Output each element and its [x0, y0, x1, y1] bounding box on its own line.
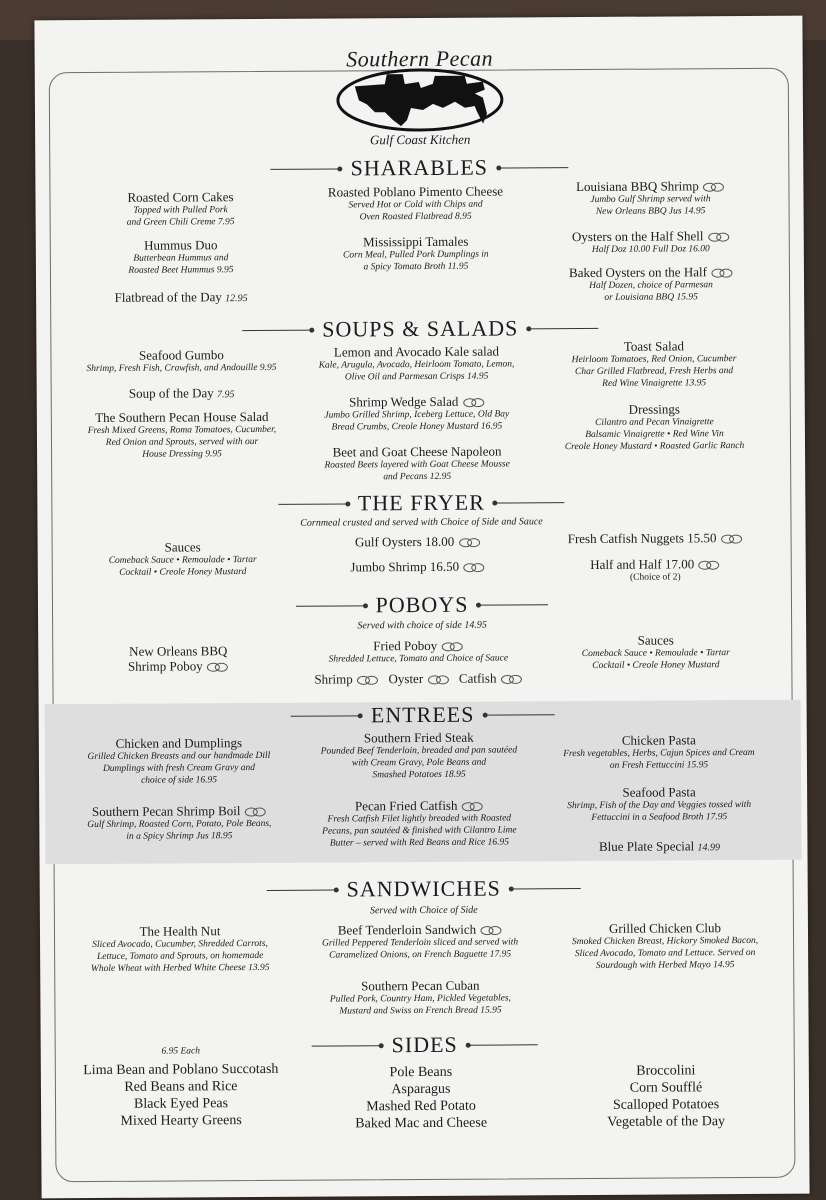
- item-name: Shrimp Poboy: [68, 658, 288, 674]
- menu-item: [55, 923, 305, 976]
- item-name: Roasted Corn Cakes: [127, 189, 234, 205]
- item-description: Olive Oil and Parmesan Crisps 14.95: [344, 371, 489, 383]
- item-price: 14.99: [697, 842, 721, 854]
- fryer-subtitle: Cornmeal crusted and served with Choice of Side and Sauce: [300, 516, 543, 529]
- item-price: 7.95: [216, 389, 235, 401]
- gluten-free-icon: [244, 807, 266, 817]
- item-name: Half and Half 17.00: [543, 556, 768, 572]
- divider-line: [484, 714, 554, 715]
- menu-item: [313, 558, 523, 574]
- item-name: The Health Nut: [139, 923, 221, 939]
- gluten-free-icon: [711, 268, 733, 278]
- item-description: Fettuccini in a Seafood Broth 17.95: [591, 812, 728, 823]
- item-description: Shrimp, Fish of the Day and Veggies tossed with: [567, 799, 752, 812]
- item-name: Black Eyed Peas: [133, 1096, 229, 1112]
- item-name: Beef Tenderloin Sandwich: [295, 921, 545, 938]
- item-description: Jumbo Grilled Shrimp, Iceberg Lettuce, Old Bay: [324, 409, 510, 421]
- item-description: Kale, Arugula, Avocado, Heirloom Tomato, Lemon,: [318, 359, 515, 371]
- divider-line: [468, 1044, 538, 1045]
- menu-item: [57, 409, 307, 462]
- gluten-free-icon: [720, 534, 742, 544]
- item-name: Flatbread of the Day 12.95: [114, 289, 248, 305]
- gluten-free-icon: [703, 182, 725, 192]
- item-description: Fresh vegetables, Herbs, Cajun Spices and Cream: [563, 747, 755, 760]
- item-name: Southern Pecan Shrimp Boil: [54, 803, 304, 820]
- menu-item: [293, 637, 543, 687]
- item-name: Southern Pecan Cuban: [361, 977, 480, 994]
- item-description: Caramelized Onions, on French Baguette 17.95: [329, 949, 512, 961]
- item-name: Broccolini: [636, 1063, 696, 1079]
- poboys-heading: [38, 590, 806, 621]
- item-description: a Spicy Tomato Broth 11.95: [363, 261, 469, 273]
- item-description: Pecans, pan sautéed & finished with Cilantro Lime: [322, 825, 517, 837]
- gluten-free-icon: [207, 662, 229, 672]
- item-name: Blue Plate Special 14.99: [598, 838, 721, 854]
- divider-line: [278, 503, 348, 504]
- item-description: Gulf Shrimp, Roasted Corn, Potato, Pole Beans,: [87, 818, 272, 831]
- item-description: Red Onion and Sprouts, served with our: [105, 436, 259, 448]
- item-description: Cocktail • Creole Honey Mustard: [592, 660, 720, 671]
- item-description: Sliced Avocado, Tomato and Lettuce. Served on: [574, 947, 756, 960]
- item-description: Sourdough with Herbed Mayo 14.95: [595, 960, 735, 971]
- item-description: Butterbean Hummus and: [133, 253, 229, 264]
- gluten-free-icon: [427, 675, 449, 685]
- item-name: Lemon and Avocado Kale salad: [333, 343, 500, 360]
- item-name: Baked Oysters on the Half: [541, 264, 761, 280]
- gluten-free-icon: [462, 398, 484, 408]
- divider-line: [296, 605, 366, 606]
- item-name: Chicken Pasta: [621, 732, 696, 748]
- item-name: New Orleans BBQ: [129, 643, 228, 659]
- menu-item: [54, 735, 304, 788]
- item-description: on Fresh Fettuccini 15.95: [609, 760, 709, 771]
- item-description: or Louisiana BBQ 15.95: [604, 292, 698, 303]
- item-description: Roasted Beet Hummus 9.95: [128, 265, 234, 276]
- item-name: Dressings: [628, 401, 680, 417]
- menu-item: [291, 343, 541, 384]
- menu-item: [541, 264, 761, 304]
- menu-item: [541, 338, 766, 390]
- item-name: Toast Salad: [623, 338, 685, 354]
- fryer-heading: [37, 488, 805, 519]
- divider-line: [511, 888, 581, 889]
- item-description: Char Grilled Flatbread, Fresh Herbs and: [574, 366, 734, 378]
- item-description: Bread Crumbs, Creole Honey Mustard 16.95: [331, 421, 503, 433]
- item-description: Dumplings with fresh Cream Gravy and: [102, 763, 256, 774]
- menu-item: [295, 921, 545, 962]
- menu-item: [295, 183, 535, 223]
- item-name: Pole Beans: [389, 1064, 453, 1081]
- item-description: Creole Honey Mustard • Roasted Garlic Ranch: [564, 441, 745, 453]
- menu-item: [57, 385, 307, 404]
- item-description: Whole Wheat with Herbed White Cheese 13.95: [90, 962, 270, 975]
- item-description: Cilantro and Pecan Vinaigrette: [595, 417, 714, 428]
- item-description: Pounded Beef Tenderloin, breaded and pan sautéed: [320, 745, 518, 757]
- gluten-free-icon: [357, 675, 379, 685]
- entrees-heading: [39, 700, 807, 731]
- menu-item: [294, 797, 544, 850]
- menu-item: [539, 732, 779, 772]
- item-name: Louisiana BBQ Shrimp: [540, 178, 760, 194]
- item-name: Shrimp Wedge Salad: [292, 393, 542, 410]
- item-name: Baked Mac and Cheese: [355, 1115, 488, 1132]
- item-description: Red Wine Vinaigrette 13.95: [602, 378, 707, 389]
- item-description: with Cream Gravy, Pole Beans and: [351, 757, 487, 769]
- item-description: Served Hot or Cold with Chips and: [348, 199, 483, 211]
- item-name: Mashed Red Potato: [366, 1098, 476, 1115]
- menu-item: [54, 803, 304, 844]
- item-description: choice of side 16.95: [141, 775, 218, 786]
- item-description: Topped with Pulled Pork: [133, 205, 228, 216]
- item-description: and Green Chili Creme 7.95: [126, 217, 235, 228]
- sandwiches-subtitle: Served with Choice of Side: [369, 904, 478, 917]
- item-name: Red Beans and Rice: [124, 1079, 238, 1095]
- menu-item: [75, 189, 285, 229]
- section-title: THE FRYER: [357, 489, 485, 516]
- item-description: New Orleans BBQ Jus 14.95: [595, 206, 706, 217]
- menu-item: [541, 228, 761, 256]
- item-name: Southern Fried Steak: [363, 729, 474, 746]
- item-description: Oven Roasted Flatbread 8.95: [359, 211, 472, 223]
- item-name: Mixed Hearty Greens: [120, 1113, 242, 1129]
- menu-item: [540, 178, 760, 218]
- fryer-sauces: [58, 539, 308, 580]
- brand-tagline: Gulf Coast Kitchen: [369, 131, 471, 148]
- dressings-list: [532, 401, 777, 453]
- section-title: SANDWICHES: [346, 875, 501, 902]
- sides-column-2: [296, 1063, 546, 1133]
- poboy-sauces: [543, 632, 768, 672]
- poboys-subtitle: Served with choice of side 14.95: [357, 619, 487, 632]
- divider-line: [478, 604, 548, 605]
- item-name: Oysters on the Half Shell: [541, 228, 761, 244]
- item-name: Fresh Catfish Nuggets 15.50: [543, 530, 768, 546]
- item-description: Shredded Lettuce, Tomato and Choice of Sauce: [328, 653, 509, 665]
- menu-item: [76, 289, 286, 307]
- item-description: Balsamic Vinaigrette • Red Wine Vin: [585, 429, 724, 440]
- item-name: Fried Poboy: [293, 637, 543, 654]
- item-description: Lettuce, Tomato and Sprouts, on homemade: [96, 950, 264, 962]
- item-name: Sauces: [164, 539, 201, 555]
- section-title: SIDES: [391, 1031, 458, 1058]
- item-name: Mississippi Tamales: [363, 233, 469, 250]
- item-description: Fresh Catfish Filet lightly breaded with Roasted: [327, 813, 512, 825]
- item-name: Hummus Duo: [144, 237, 218, 253]
- item-name: Shrimp Oyster Catfish: [293, 670, 543, 687]
- item-name: Jumbo Shrimp 16.50: [313, 558, 523, 574]
- menu-item: [539, 784, 779, 824]
- item-description: Grilled Chicken Breasts and our handmade Dill: [87, 750, 271, 763]
- item-name: Seafood Gumbo: [138, 347, 224, 363]
- divider-line: [528, 327, 598, 328]
- gluten-free-icon: [461, 802, 483, 812]
- menu-item: [292, 393, 542, 434]
- divider-line: [271, 168, 341, 169]
- item-name: Gulf Oysters 18.00: [313, 533, 523, 549]
- menu-item: [76, 237, 286, 277]
- divider-line: [495, 502, 565, 503]
- logo: [314, 27, 525, 156]
- item-name: Beet and Goat Cheese Napoleon: [332, 443, 502, 460]
- item-name: Roasted Poblano Pimento Cheese: [327, 183, 504, 200]
- item-description: (Choice of 2): [629, 572, 681, 583]
- item-name: Corn Soufflé: [629, 1080, 703, 1096]
- item-description: Half Doz 10.00 Full Doz 16.00: [591, 244, 710, 255]
- divider-line: [498, 167, 568, 168]
- item-description: Comeback Sauce • Remoulade • Tartar: [581, 648, 730, 660]
- menu-item: [56, 347, 306, 376]
- item-name: Scalloped Potatoes: [612, 1097, 720, 1113]
- item-name: Vegetable of the Day: [607, 1114, 726, 1130]
- item-description: Smashed Potatoes 18.95: [372, 769, 466, 781]
- item-name: The Southern Pecan House Salad: [95, 408, 269, 425]
- item-description: House Dressing 9.95: [142, 449, 222, 460]
- menu-item: [292, 443, 542, 484]
- item-description: Heirloom Tomatoes, Red Onion, Cucumber: [571, 354, 737, 366]
- item-description: Cocktail • Creole Honey Mustard: [119, 567, 247, 578]
- menu-item: [313, 533, 523, 549]
- gluten-free-icon: [441, 642, 463, 652]
- item-description: Fresh Mixed Greens, Roma Tomatoes, Cucumber,: [87, 424, 277, 437]
- item-name: Chicken and Dumplings: [115, 735, 243, 751]
- menu-page: [34, 16, 809, 1199]
- gluten-free-icon: [707, 232, 729, 242]
- sides-column-1: [56, 1045, 307, 1131]
- item-description: Comeback Sauce • Remoulade • Tartar: [108, 555, 257, 566]
- menu-item: [295, 977, 545, 1018]
- item-description: Sliced Avocado, Cucumber, Shredded Carrots,: [92, 938, 268, 951]
- item-name: Seafood Pasta: [622, 784, 696, 800]
- item-description: 6.95 Each: [161, 1046, 201, 1057]
- section-title: SHARABLES: [350, 154, 489, 181]
- sides-column-3: [541, 1062, 791, 1132]
- item-description: Roasted Beets layered with Goat Cheese Mousse: [324, 459, 510, 471]
- item-name: Pecan Fried Catfish: [294, 797, 544, 814]
- item-description: and Pecans 12.95: [383, 471, 452, 483]
- item-price: 12.95: [225, 293, 248, 305]
- divider-line: [291, 715, 361, 716]
- item-description: Butter – served with Red Beans and Rice 16.95: [329, 837, 510, 849]
- section-title: ENTREES: [370, 701, 475, 728]
- item-name: Lima Bean and Poblano Succotash: [83, 1061, 279, 1079]
- item-description: Jumbo Gulf Shrimp served with: [590, 194, 711, 205]
- sandwiches-heading: [40, 874, 808, 905]
- gluten-free-icon: [463, 563, 485, 573]
- gluten-free-icon: [480, 926, 502, 936]
- item-name: Soup of the Day 7.95: [128, 385, 235, 401]
- gluten-free-icon: [500, 674, 522, 684]
- divider-line: [242, 329, 312, 330]
- menu-item: [68, 643, 288, 674]
- section-title: SOUPS & SALADS: [322, 315, 519, 342]
- item-description: Mustard and Swiss on French Bread 15.95: [339, 1005, 502, 1017]
- item-description: Smoked Chicken Breast, Hickory Smoked Bacon,: [571, 935, 759, 948]
- item-name: Asparagus: [391, 1081, 451, 1098]
- section-title: POBOYS: [375, 591, 469, 618]
- menu-item: [543, 556, 768, 584]
- menu-item: [294, 729, 544, 782]
- item-description: Half Dozen, choice of Parmesan: [589, 280, 713, 291]
- divider-line: [312, 1045, 382, 1046]
- brand-name: Southern Pecan: [346, 45, 494, 72]
- menu-item: [539, 838, 779, 856]
- item-description: Shrimp, Fresh Fish, Crawfish, and Andouille 9.95: [86, 362, 277, 375]
- menu-item: [540, 920, 790, 973]
- item-description: in a Spicy Shrimp Jus 18.95: [126, 831, 233, 842]
- divider-line: [267, 889, 337, 890]
- menu-item: [543, 530, 768, 546]
- item-name: Sauces: [637, 632, 674, 648]
- item-name: Grilled Chicken Club: [608, 920, 721, 936]
- gluten-free-icon: [458, 538, 480, 548]
- item-description: Corn Meal, Pulled Pork Dumplings in: [342, 249, 489, 261]
- menu-item: [296, 233, 536, 273]
- item-description: Pulled Pork, Country Ham, Pickled Vegetables,: [329, 993, 511, 1005]
- item-description: Grilled Peppered Tenderloin sliced and served with: [321, 937, 519, 949]
- gluten-free-icon: [698, 560, 720, 570]
